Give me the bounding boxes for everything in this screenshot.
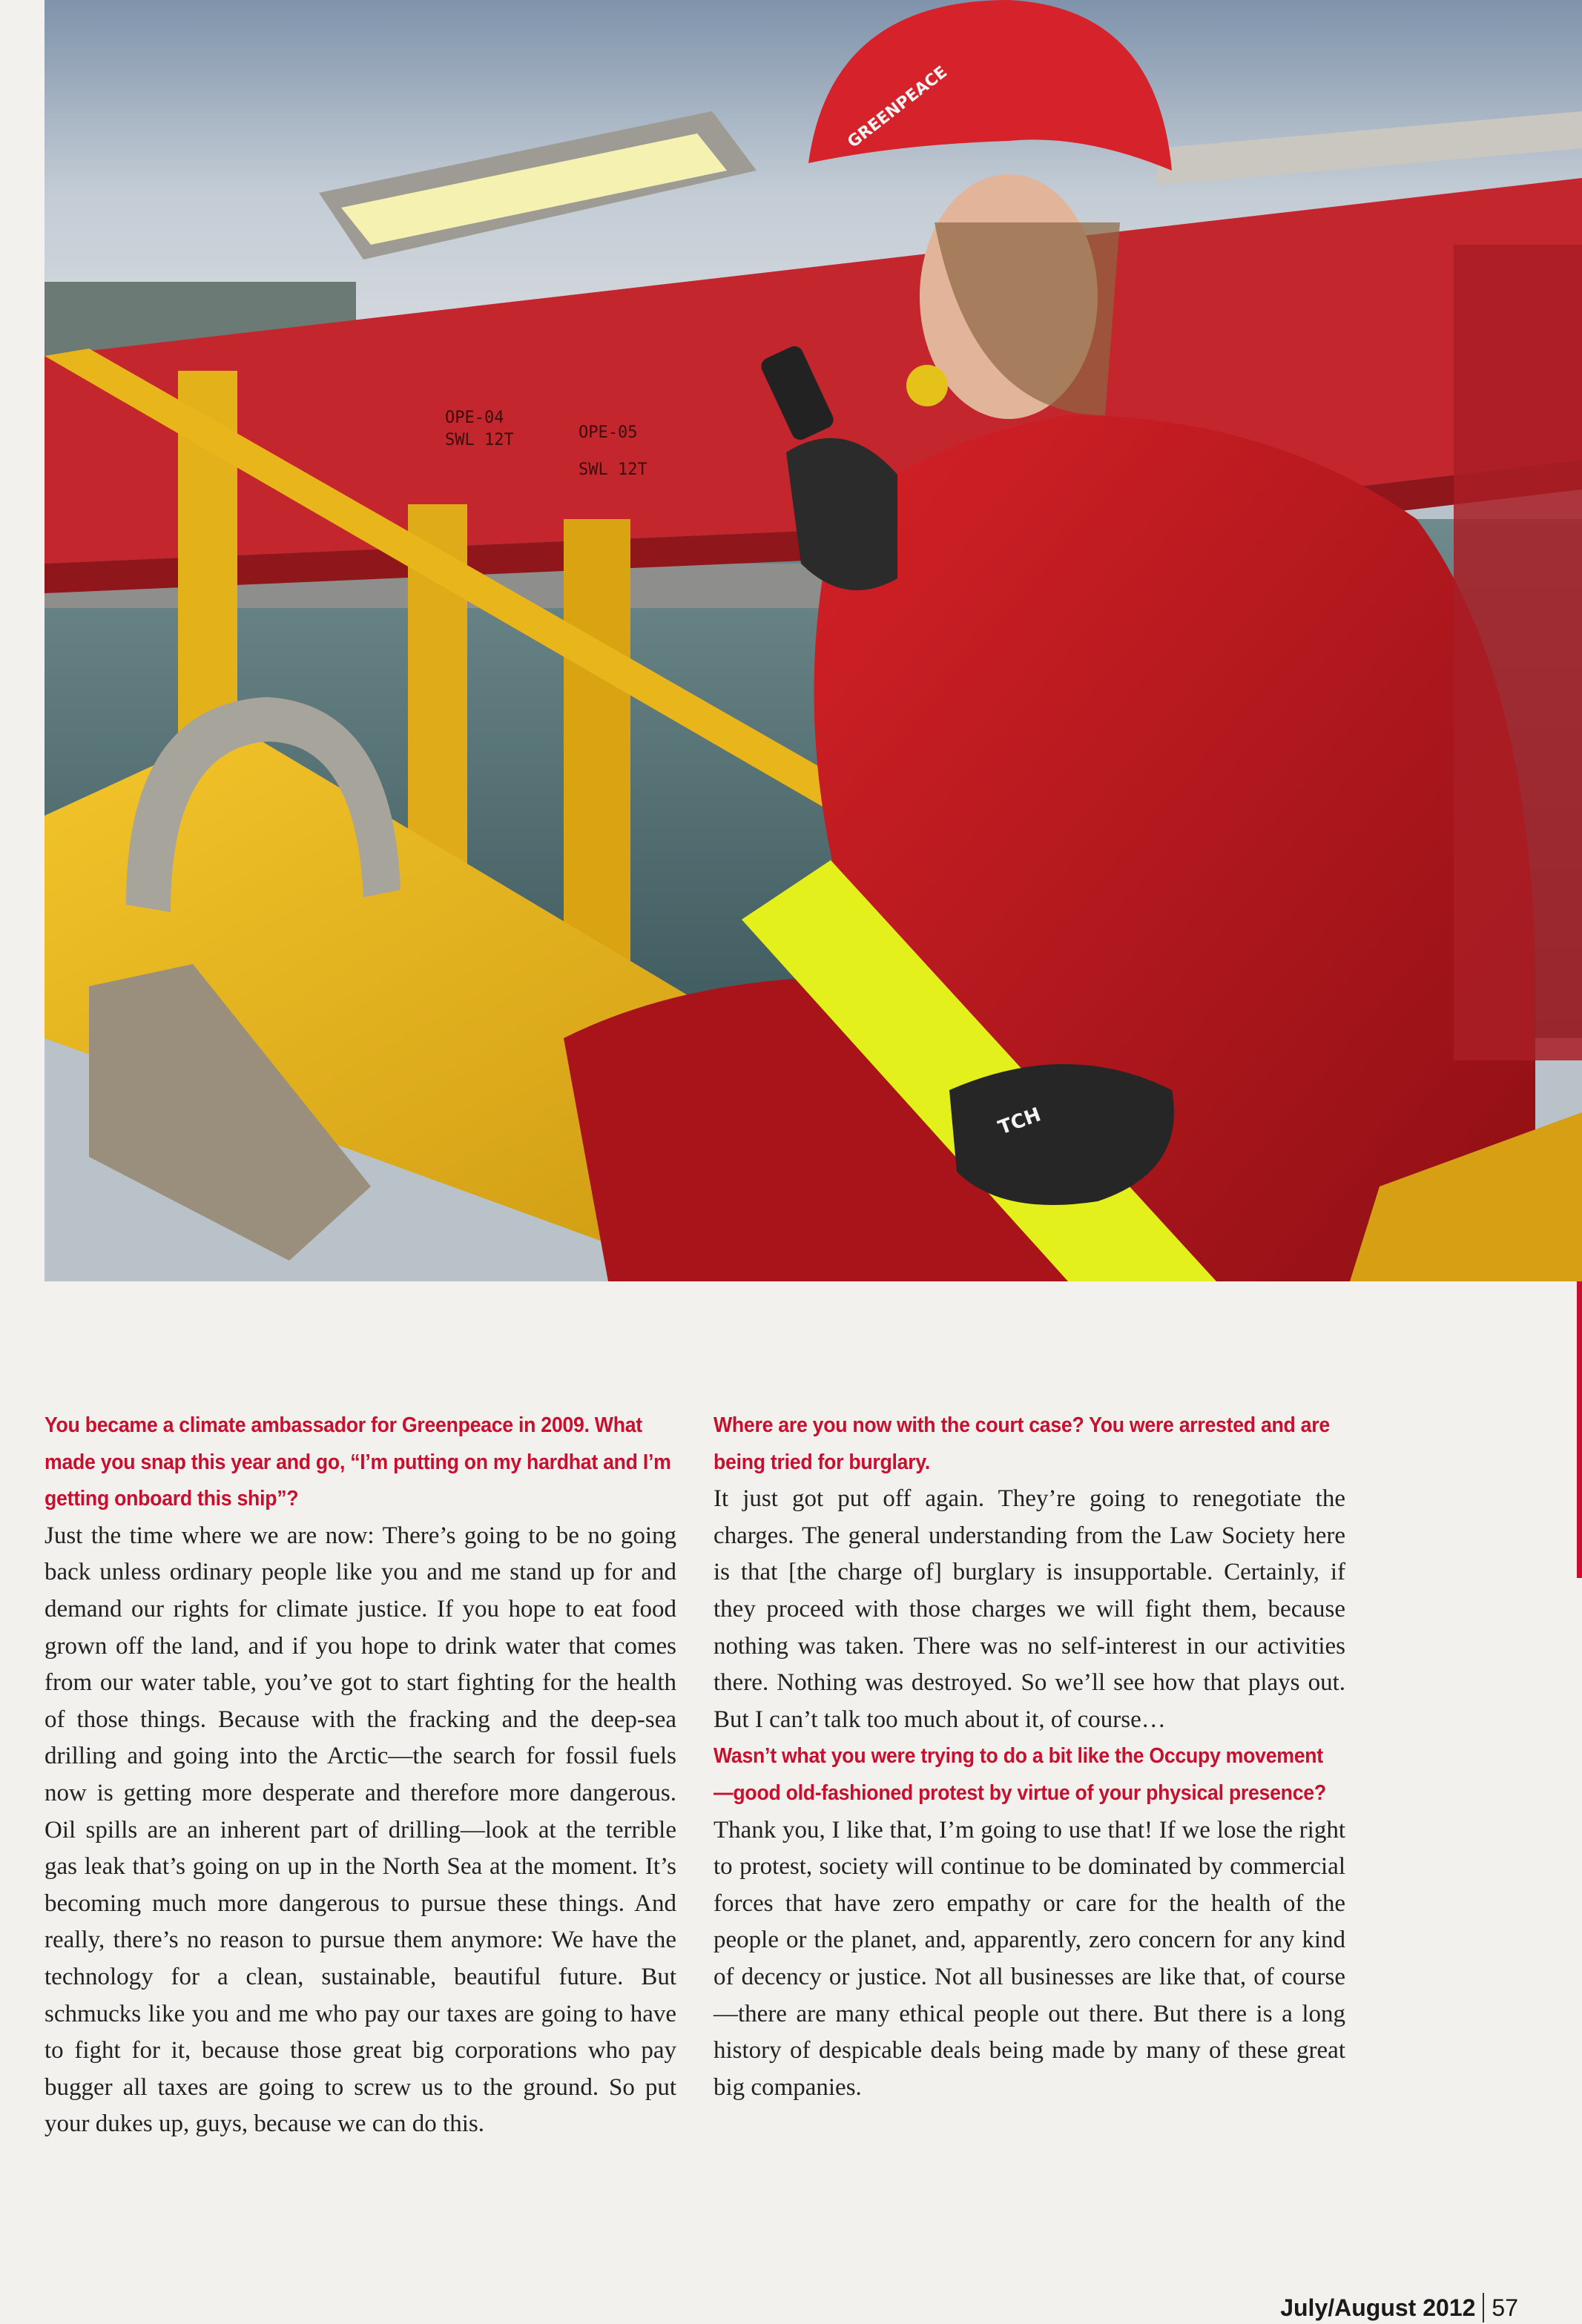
interview-answer: Just the time where we are now: There’s going to be no going back unless ordinary people like you and me stand up for and demand our rights for climate justice. If you hope to eat food grown off the land, and if you hope to drink water that comes from our water table, you’ve got to start fighting for the health of those things. Because with the fracking and the deep-sea drilling and going into the Arctic—the search for fossil fuels now is getting more desperate and therefore more dangerous. Oil spills are an inherent part of drilling—look at the terrible gas leak that’s going on up in the North Sea at the moment. It’s becoming much more dangerous to pursue these things. And really, there’s no reason to pursue them anymore: We have the technology for a clean, sustainable, beautiful future. But schmucks like you and me who pay our taxes are going to have to fight for it, because those great big corporations who pay bugger all taxes are going to screw us to the ground. So put your dukes up, guys, because we can do this. <box>45 1522 676 2138</box>
photo-illustration <box>45 0 1582 1281</box>
hero-photo <box>45 0 1582 1281</box>
beam-marking-1: OPE-04 <box>445 409 504 427</box>
page-edge-accent-bar <box>1577 1281 1582 1578</box>
footer-divider <box>1483 2293 1484 2323</box>
helmet-logo-text: GREENPEACE <box>844 62 952 152</box>
article-column-right <box>713 1407 1345 2106</box>
interview-answer: It just got put off again. They’re going to renegotiate the charges. The general understanding from the Law Society here is that [the charge of] burglary is insupportable. Certainly, if they proceed with those charges we will fight them, because nothing was taken. There was no self-interest in our activities there. Nothing was destroyed. So we’ll see how that plays out. But I can’t talk too much about it, of course… <box>713 1485 1345 1733</box>
interview-answer: Thank you, I like that, I’m going to use that! If we lose the right to protest, society will continue to be dominated by commercial forces that have zero empathy or care for the health of the people or the planet, and, apparently, zero concern for any kind of decency or justice. Not all businesses are like that, of course—there are many ethical people out there. But there is a long history of despicable deals being made by many of these great big companies. <box>713 1816 1345 2101</box>
article-column-left <box>45 1407 676 2143</box>
beam-marking-4: SWL 12T <box>579 460 647 479</box>
interview-question: Where are you now with the court case? You were arrested and are being tried for burglary. <box>713 1413 1330 1474</box>
page-number: 57 <box>1492 2294 1518 2321</box>
yellow-support-2 <box>564 519 630 964</box>
issue-date: July/August 2012 <box>1280 2294 1476 2321</box>
right-red-structure <box>1454 245 1582 1060</box>
interview-question: Wasn’t what you were trying to do a bit like the Occupy movement—good old-fashioned protest by virtue of your physical presence? <box>713 1744 1326 1805</box>
beam-marking-2: SWL 12T <box>445 431 514 449</box>
glove-logo-text: TCH <box>995 1103 1044 1140</box>
interview-question: You became a climate ambassador for Greenpeace in 2009. What made you snap this year and go, “I’m putting on my hardhat and I’m getting onboard this ship”? <box>45 1413 671 1511</box>
page-footer <box>1280 2293 1518 2323</box>
headset-earpiece <box>906 365 948 406</box>
beam-marking-3: OPE-05 <box>579 423 638 442</box>
